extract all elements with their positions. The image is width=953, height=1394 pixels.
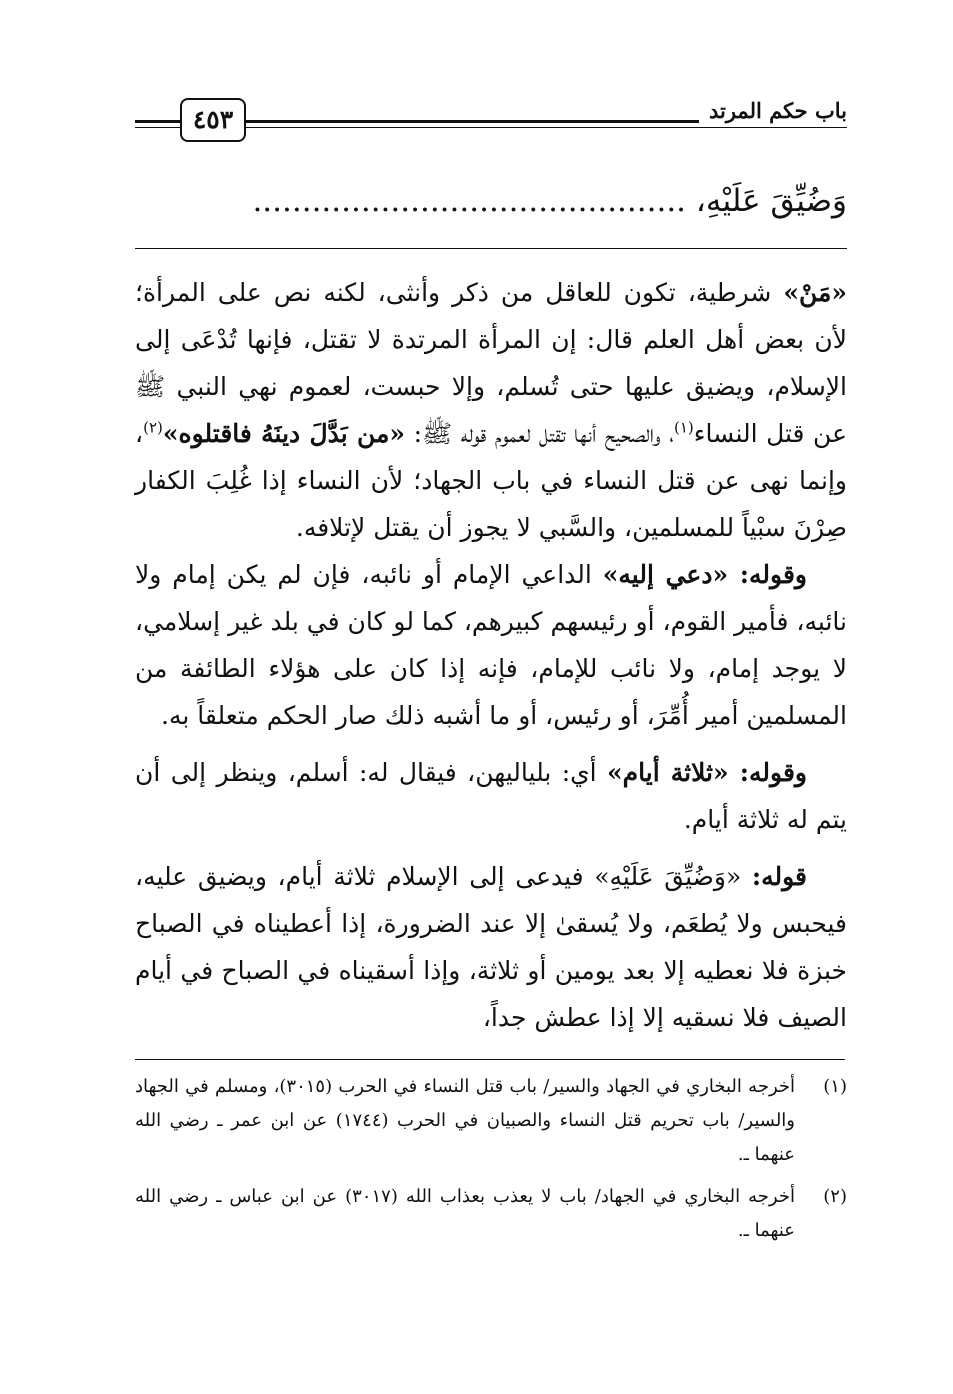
footnote-1	[135, 1070, 847, 1172]
page-header	[135, 90, 847, 146]
commentary-body	[135, 269, 847, 1041]
paragraph-3	[135, 749, 847, 843]
paragraph-2-lead: وقوله:	[728, 560, 807, 589]
paragraph-1-text-a: شرطية، تكون للعاقل من ذكر وأنثى، لكنه نص على المرأة؛ لأن بعض أهل العلم قال: إن المرأة المرتدة لا تقتل، فإنها تُدْعَى إلى الإسلام، ويضيق عليها حتى تُسلم، وإلا حبست، لعموم نهي النبي ﷺ عن قتل النساء	[135, 278, 847, 448]
footnote-1-text: أخرجه البخاري في الجهاد والسير/ باب قتل النساء في الحرب (٣٠١٥)، ومسلم في الجهاد والسير/ باب تحريم قتل النساء والصبيان في الحرب (١٧٤٤) عن ابن عمر ـ رضي الله عنهما ـ.	[135, 1076, 796, 1165]
paragraph-1-text-c: ، وإنما نهى عن قتل النساء في باب الجهاد؛ لأن النساء إذا غُلِبَ الكفار صِرْنَ سبْياً للمسلمين، والسَّبي لا يجوز أن يقتل لإتلافه.	[135, 419, 847, 542]
matn-separator	[135, 248, 847, 249]
term-thalathat-ayyam: «ثلاثة أيام»	[607, 758, 729, 787]
footnote-ref-1[interactable]: (١)	[673, 418, 694, 437]
page-number-box: ٤٥٣	[180, 98, 246, 142]
matn-dots: ............................................	[252, 183, 687, 219]
chapter-title: باب حكم المرتد	[699, 98, 847, 123]
footnotes	[135, 1070, 847, 1248]
footnote-ref-2[interactable]: (٢)	[143, 418, 163, 437]
paragraph-4	[135, 853, 847, 1041]
footnote-1-number: (١)	[823, 1076, 847, 1097]
footnote-2-text: أخرجه البخاري في الجهاد/ باب لا يعذب بعذاب الله (٣٠١٧) عن ابن عباس ـ رضي الله عنهما ـ.	[135, 1186, 795, 1241]
matn-text: وَضُيِّقَ عَلَيْهِ،	[695, 183, 847, 219]
paragraph-3-lead: وقوله:	[728, 758, 807, 787]
footnote-separator	[135, 1059, 845, 1060]
footnote-2-number: (٢)	[823, 1186, 847, 1207]
matn-line	[135, 172, 847, 230]
paragraph-1-text-b: ، والصحيح أنها تقتل لعموم قوله ﷺ:	[405, 419, 674, 448]
page	[135, 90, 847, 1256]
term-man: «مَنْ»	[783, 278, 847, 307]
paragraph-3-text: أي: بلياليهن، فيقال له: أسلم، وينظر إلى أن يتم له ثلاثة أيام.	[135, 758, 847, 834]
hadith-quote: «من بَدَّلَ دينَهُ فاقتلوه»	[162, 419, 406, 448]
paragraph-2-text: الداعي الإمام أو نائبه، فإن لم يكن إمام ولا نائبه، فأمير القوم، أو رئيسهم كبيرهم، كما لو كان في بلد غير إسلامي، لا يوجد إمام، ولا نائب للإمام، فإنه إذا كان على هؤلاء الطائفة من المسلمين أمير أُمِّرَ، أو رئيس، أو ما أشبه ذلك صار الحكم متعلقاً به.	[135, 560, 847, 730]
paragraph-4-text: «وَضُيِّقَ عَلَيْهِ» فيدعى إلى الإسلام ثلاثة أيام، ويضيق عليه، فيحبس ولا يُطعَم، ولا يُسقىٰ إلا عند الضرورة، إذا أعطيناه في الصباح خبزة فلا نعطيه إلا بعد يومين أو ثلاثة، وإذا أسقيناه في الصباح في أيام الصيف فلا نسقيه إلا إذا عطش جداً،	[135, 862, 847, 1032]
paragraph-2	[135, 551, 847, 739]
paragraph-4-lead: قوله:	[751, 862, 807, 891]
term-dui-ilayh: «دعي إليه»	[602, 560, 729, 589]
paragraph-1	[135, 269, 847, 551]
footnote-2	[135, 1180, 847, 1248]
